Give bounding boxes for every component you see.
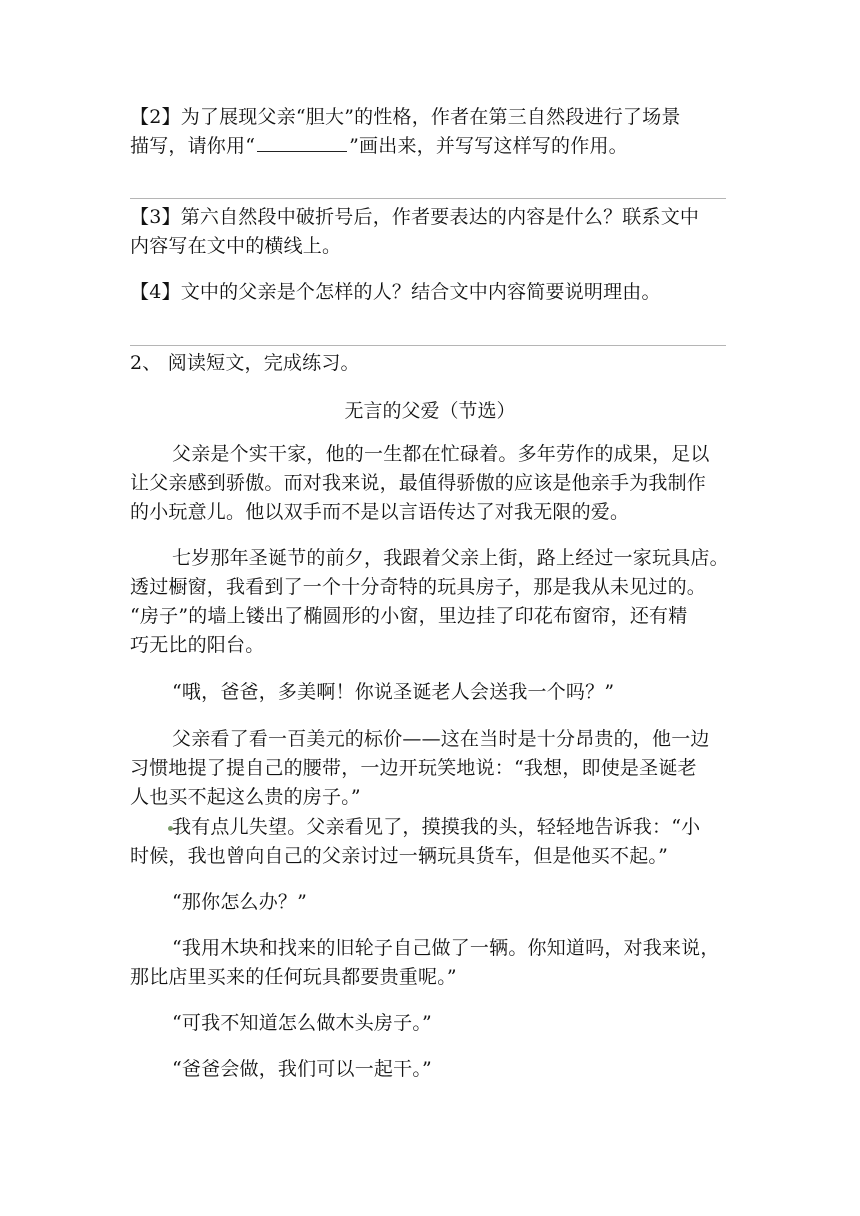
question-2-line-1: 【2】为了展现父亲“胆大”的性格，作者在第三自然段进行了场景 <box>130 106 681 128</box>
passage-line: “可我不知道怎么做木头房子。” <box>172 1012 432 1034</box>
question-3-line-2: 内容写在文中的横线上。 <box>130 235 342 257</box>
question-2-text-b: ”画出来，并写写这样写的作用。 <box>349 135 628 157</box>
passage-title: 无言的父爱（节选） <box>344 400 516 422</box>
passage-line: 父亲看了看一百美元的标价——这在当时是十分昂贵的，他一边 <box>172 728 710 750</box>
passage-line: “那你怎么办？” <box>172 891 308 913</box>
question-2-text-a: 描写，请你用“ <box>130 135 256 157</box>
passage-line: 习惯地提了提自己的腰带，一边开玩笑地说：“我想，即使是圣诞老 <box>130 757 697 779</box>
underline-blank <box>257 135 347 152</box>
passage-line: 那比店里买来的任何玩具都要贵重呢。” <box>130 966 457 988</box>
question-4-line-1: 【4】文中的父亲是个怎样的人？结合文中内容简要说明理由。 <box>130 281 661 303</box>
passage-line: 我有点儿失望。父亲看见了，摸摸我的头，轻轻地告诉我：“小 <box>172 816 701 838</box>
answer-line <box>130 198 726 199</box>
question-3-line-1: 【3】第六自然段中破折号后，作者要表达的内容是什么？联系文中 <box>130 206 700 228</box>
section-heading: 2、 阅读短文，完成练习。 <box>130 352 360 374</box>
passage-line: “房子”的墙上镂出了椭圆形的小窗，里边挂了印花布窗帘，还有精 <box>130 605 688 627</box>
passage-line: 巧无比的阳台。 <box>130 634 265 656</box>
passage-line: 透过橱窗，我看到了一个十分奇特的玩具房子，那是我从未见过的。 <box>130 576 707 598</box>
passage-line: 的小玩意儿。他以双手而不是以言语传达了对我无限的爱。 <box>130 501 630 523</box>
passage-line: 人也买不起这么贵的房子。” <box>130 786 361 808</box>
passage-line: 七岁那年圣诞节的前夕，我跟着父亲上街，路上经过一家玩具店。 <box>172 547 729 569</box>
passage-line: 父亲是个实干家，他的一生都在忙碌着。多年劳作的成果，足以 <box>172 443 710 465</box>
answer-line <box>130 345 726 346</box>
passage-line: “我用木块和找来的旧轮子自己做了一辆。你知道吗，对我来说， <box>172 937 720 959</box>
passage-line: 让父亲感到骄傲。而对我来说，最值得骄傲的应该是他亲手为我制作 <box>130 472 707 494</box>
passage-line: “哦，爸爸，多美啊！你说圣诞老人会送我一个吗？” <box>172 681 615 703</box>
passage-line: “爸爸会做，我们可以一起干。” <box>172 1058 432 1080</box>
question-2-line-2 <box>130 134 628 158</box>
passage-line: 时候，我也曾向自己的父亲讨过一辆玩具货车，但是他买不起。” <box>130 845 669 867</box>
